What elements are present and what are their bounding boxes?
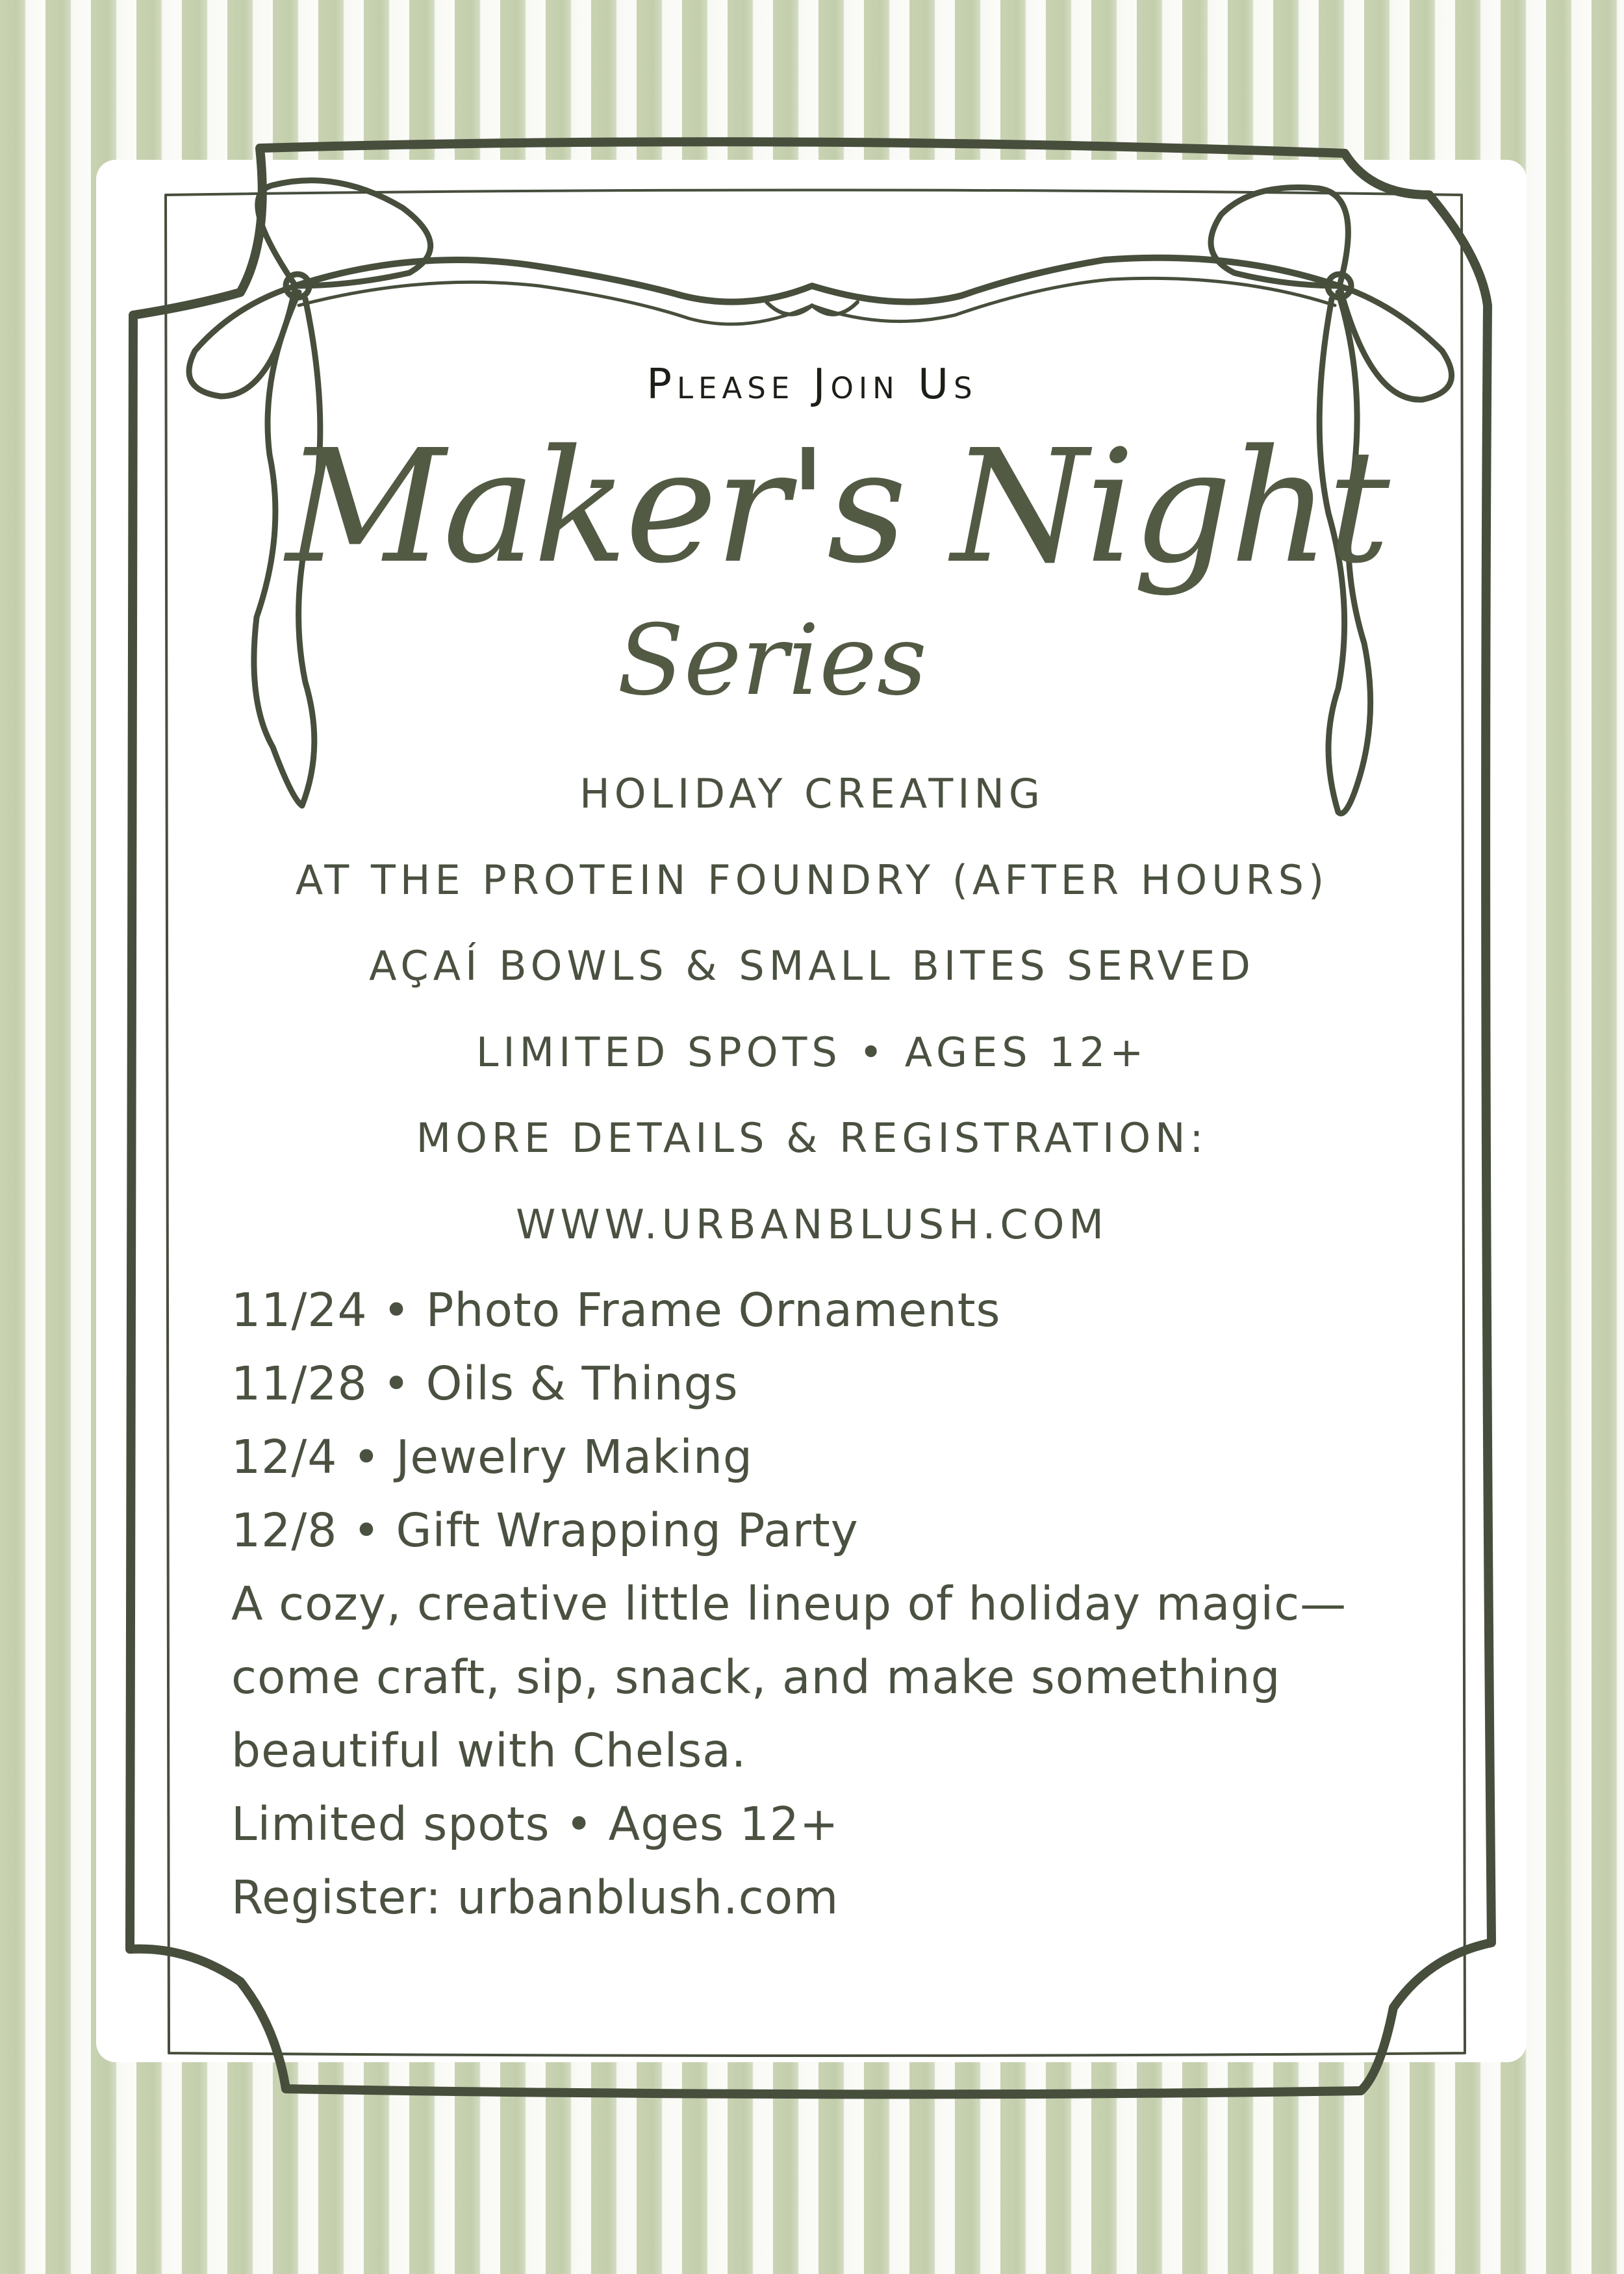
- description-line: A cozy, creative little lineup of holiday magic—: [231, 1577, 1347, 1631]
- schedule-item: 12/8 • Gift Wrapping Party: [231, 1503, 859, 1557]
- info-line-theme: HOLIDAY CREATING: [579, 770, 1045, 817]
- invitation-heading: Please Join Us: [646, 361, 978, 409]
- footer-register-link[interactable]: Register: urbanblush.com: [231, 1871, 839, 1924]
- event-title: Maker's Night: [286, 416, 1388, 598]
- info-line-limits: LIMITED SPOTS • AGES 12+: [476, 1028, 1148, 1076]
- description-line: beautiful with Chelsa.: [231, 1724, 747, 1778]
- description-line: come craft, sip, snack, and make something: [231, 1650, 1281, 1704]
- info-line-website[interactable]: WWW.URBANBLUSH.COM: [516, 1201, 1108, 1248]
- schedule-item: 11/28 • Oils & Things: [231, 1357, 739, 1411]
- schedule-item: 11/24 • Photo Frame Ornaments: [231, 1283, 1001, 1337]
- info-line-food: AÇAÍ BOWLS & SMALL BITES SERVED: [369, 942, 1255, 990]
- footer-limits: Limited spots • Ages 12+: [231, 1797, 839, 1851]
- event-subtitle: Series: [617, 604, 927, 717]
- info-line-details: MORE DETAILS & REGISTRATION:: [416, 1114, 1208, 1162]
- schedule-item: 12/4 • Jewelry Making: [231, 1430, 754, 1484]
- info-line-venue: AT THE PROTEIN FOUNDRY (AFTER HOURS): [295, 856, 1329, 904]
